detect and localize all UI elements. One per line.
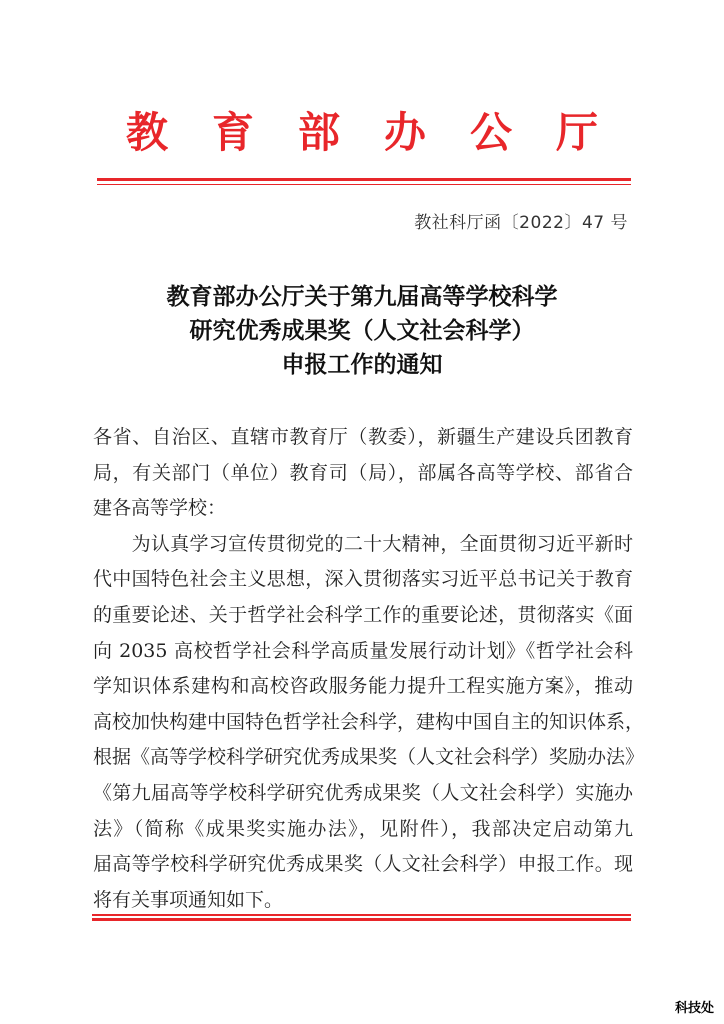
letterhead-rule-thick [97,178,631,181]
title-line: 教育部办公厅关于第九届高等学校科学 [166,283,558,310]
body-line: 届高等学校科学研究优秀成果奖（人文社会科学）申报工作。现 [93,853,633,876]
body-line: 法》（简称《成果奖实施办法》，见附件），我部决定启动第九 [93,817,633,840]
letterhead-char: 厅 [555,108,598,157]
footer-rule-thick [92,918,631,921]
body-line: 将有关事项通知如下。 [93,888,284,911]
body-line: 为认真学习宣传贯彻党的二十大精神，全面贯彻习近平新时 [93,532,633,555]
body-line: 代中国特色社会主义思想，深入贯彻落实习近平总书记关于教育 [93,568,633,591]
letterhead-char: 部 [297,108,340,157]
letterhead-char: 育 [211,108,254,157]
letterhead-char: 办 [383,108,426,157]
body-line: 向 2035 高校哲学社会科学高质量发展行动计划》《哲学社会科 [93,639,633,662]
body-line: 根据《高等学校科学研究优秀成果奖（人文社会科学）奖励办法》 [93,746,645,769]
title-line: 申报工作的通知 [281,351,443,378]
body-line: 局，有关部门（单位）教育司（局），部属各高等学校、部省合 [93,461,633,484]
body-line: 建各高等学校： [93,497,227,520]
title-line: 研究优秀成果奖（人文社会科学） [189,317,535,344]
letterhead-char: 公 [469,108,512,157]
body-line: 各省、自治区、直辖市教育厅（教委），新疆生产建设兵团教育 [93,426,633,448]
document-title [0,280,724,382]
letterhead-char: 教 [125,108,168,157]
document-number: 教社科厅函〔2022〕47 号 [414,213,628,233]
document-body [93,420,645,918]
body-line: 高校加快构建中国特色哲学社会科学，建构中国自主的知识体系， [93,710,645,733]
body-line: 学知识体系建构和高校咨政服务能力提升工程实施方案》，推动 [93,675,633,698]
footer-rule-thin [92,914,631,916]
body-line: 的重要论述、关于哲学社会科学工作的重要论述，贯彻落实《面 [93,603,633,626]
watermark-label: 科技处 [674,1001,714,1016]
letterhead-org-name [0,106,724,160]
body-line: 《第九届高等学校科学研究优秀成果奖（人文社会科学）实施办 [93,781,633,804]
letterhead-rule-thin [97,184,631,185]
